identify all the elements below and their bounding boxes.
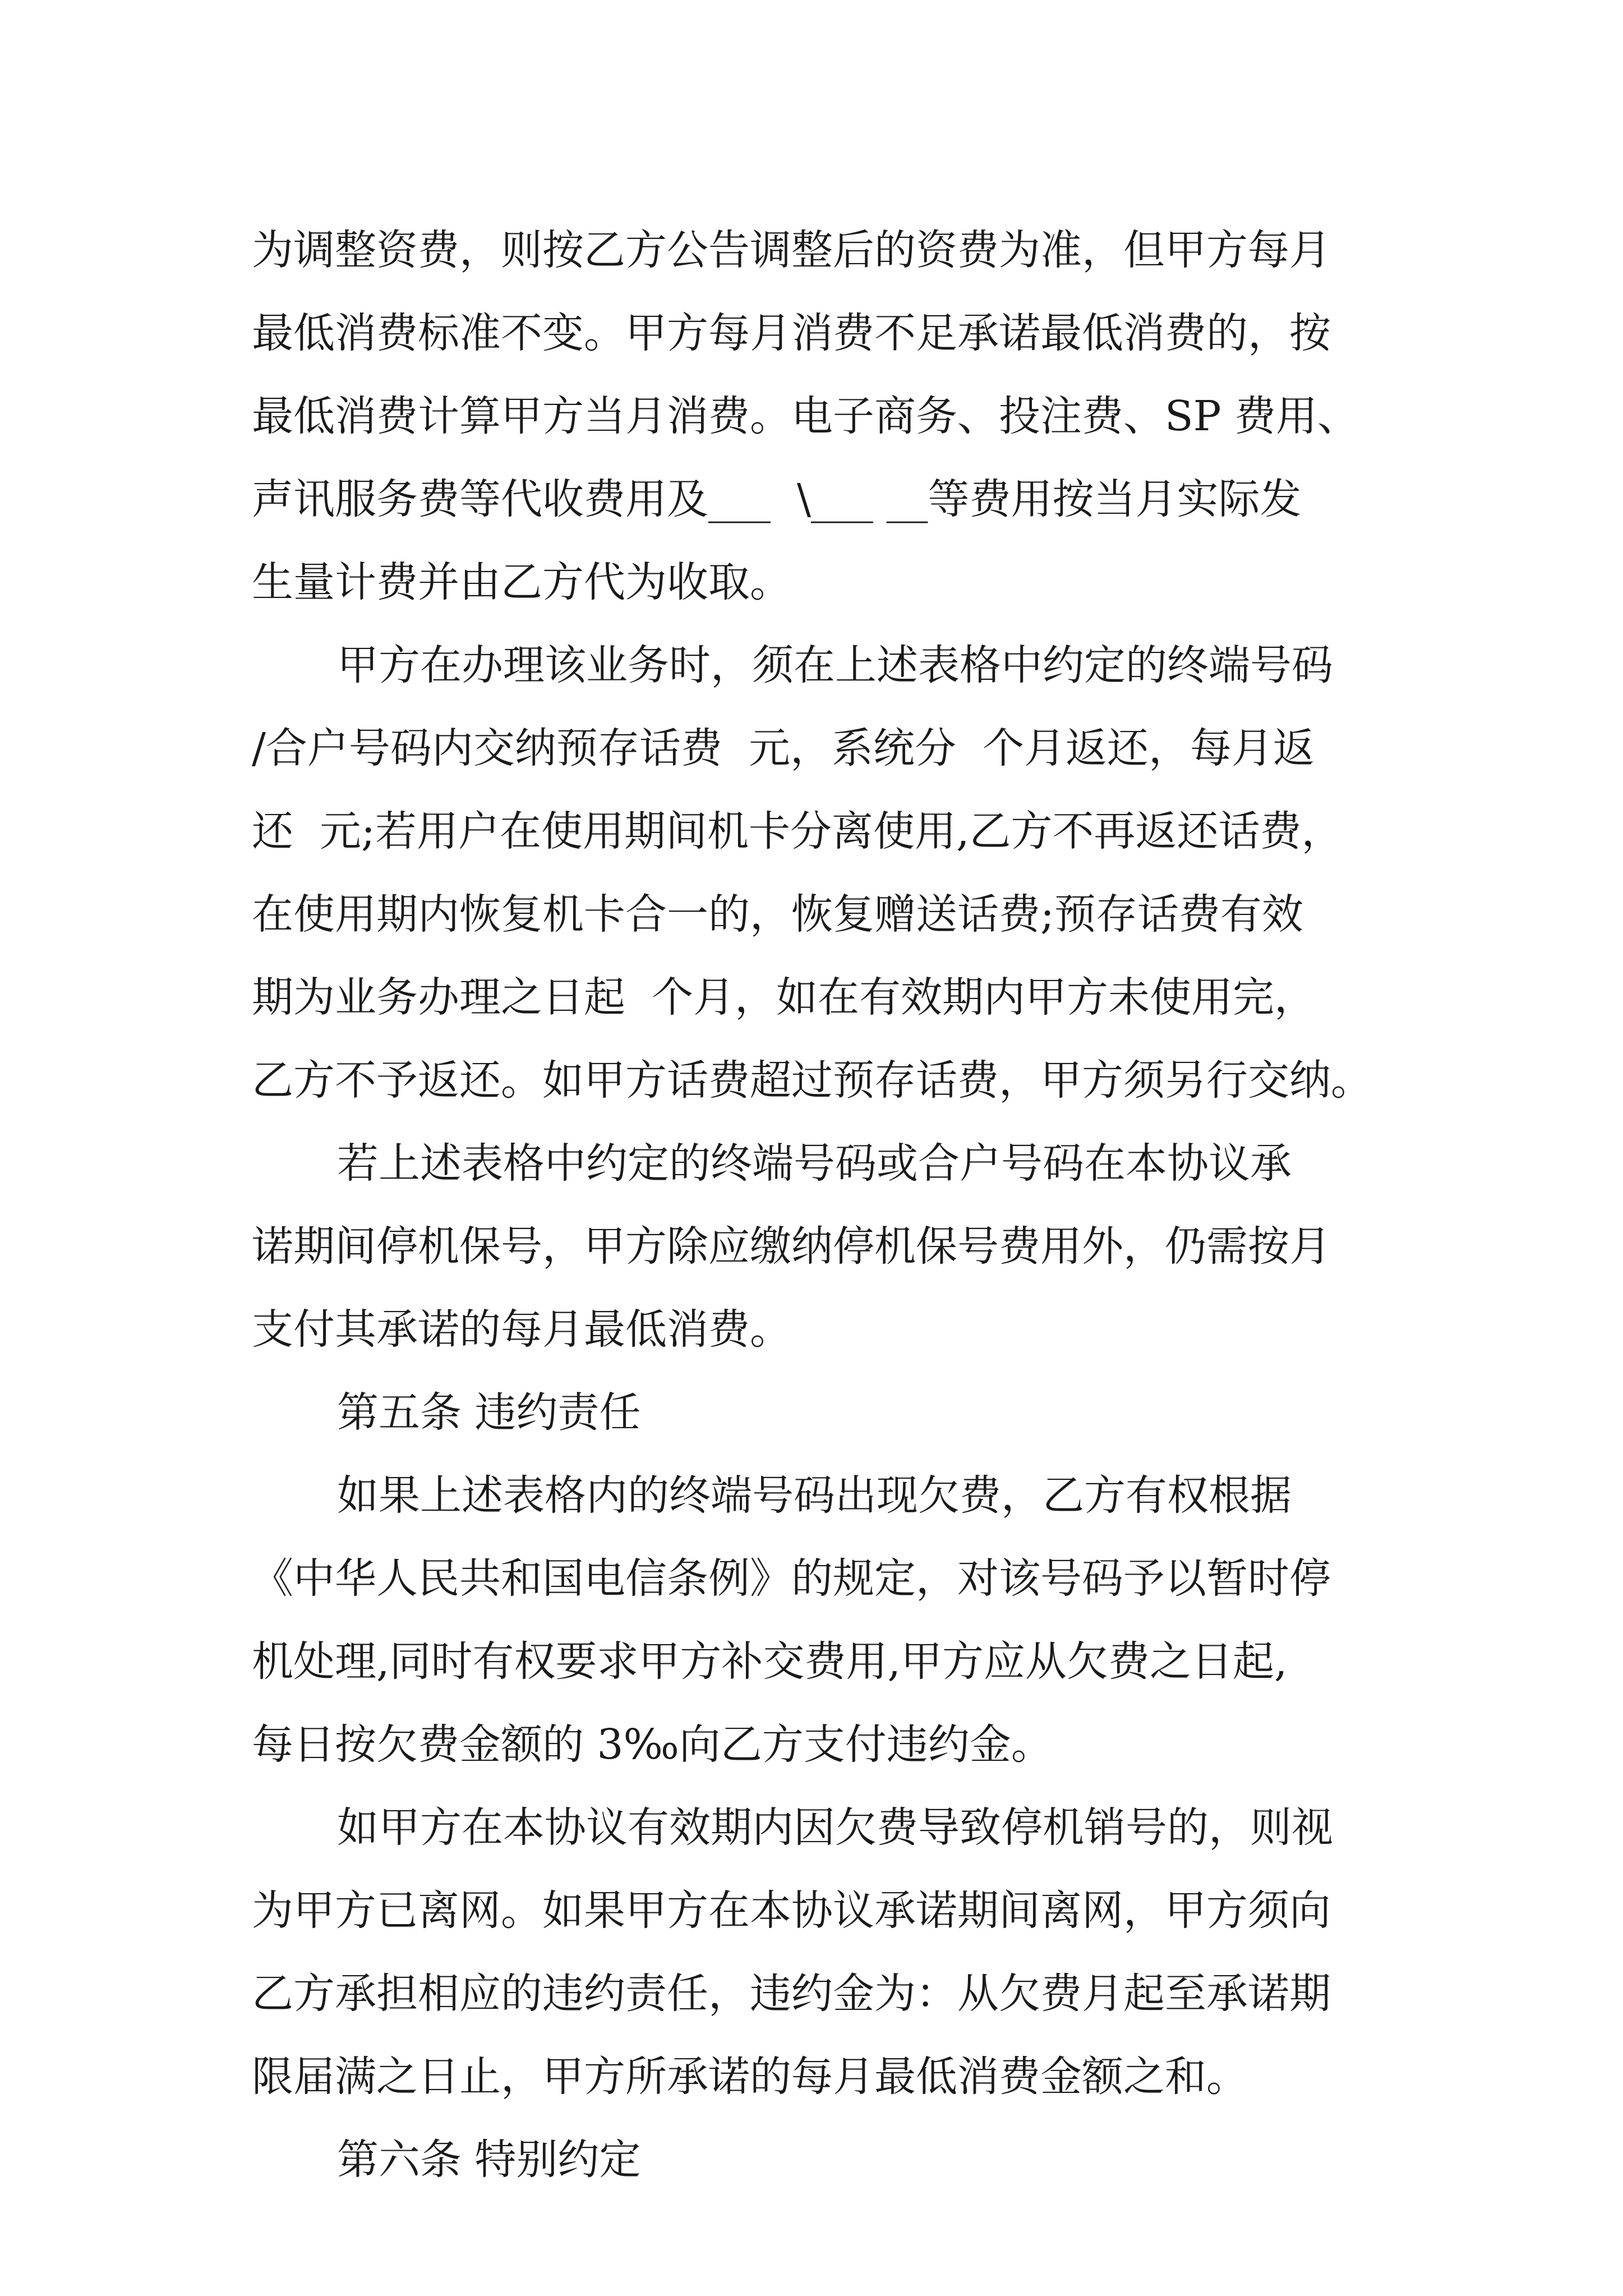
text-line: 诺期间停机保号，甲方除应缴纳停机保号费用外，仍需按月 bbox=[252, 1222, 1331, 1271]
document-body bbox=[252, 209, 1418, 2201]
text-line: 如甲方在本协议有效期内因欠费导致停机销号的，则视 bbox=[337, 1803, 1333, 1852]
text-line: 期为业务办理之日起 个月，如在有效期内甲方未使用完， bbox=[252, 973, 1316, 1022]
text-line: 最低消费标准不变。甲方每月消费不足承诺最低消费的，按 bbox=[252, 309, 1331, 357]
text-line: 为调整资费，则按乙方公告调整后的资费为准，但甲方每月 bbox=[252, 226, 1331, 274]
text-line: /合户号码内交纳预存话费 元，系统分 个月返还，每月返 bbox=[252, 724, 1315, 772]
text-line: 在使用期内恢复机卡合一的，恢复赠送话费;预存话费有效 bbox=[252, 890, 1303, 938]
text-line: 甲方在办理该业务时，须在上述表格中约定的终端号码 bbox=[337, 641, 1333, 689]
text-line: 支付其承诺的每月最低消费。 bbox=[252, 1305, 791, 1354]
text-line: 机处理,同时有权要求甲方补交费用,甲方应从欠费之日起, bbox=[252, 1637, 1288, 1686]
text-line: 如果上述表格内的终端号码出现欠费，乙方有权根据 bbox=[337, 1471, 1292, 1520]
text-line: 乙方不予返还。如甲方话费超过预存话费，甲方须另行交纳。 bbox=[252, 1056, 1372, 1105]
text-line: 第六条 特别约定 bbox=[337, 2136, 641, 2184]
text-line: 《中华人民共和国电信条例》的规定，对该号码予以暂时停 bbox=[252, 1554, 1331, 1603]
text-line: 还 元;若用户在使用期间机卡分离使用,乙方不再返还话费， bbox=[252, 807, 1343, 855]
text-line: 乙方承担相应的违约责任，违约金为：从欠费月起至承诺期 bbox=[252, 1970, 1331, 2018]
text-line: 每日按欠费金额的 3‰向乙方支付违约金。 bbox=[252, 1720, 1053, 1769]
text-line: 限届满之日止，甲方所承诺的每月最低消费金额之和。 bbox=[252, 2053, 1248, 2101]
text-line: 最低消费计算甲方当月消费。电子商务、投注费、SP 费用、 bbox=[252, 392, 1359, 440]
text-line: 声讯服务费等代收费用及___ \___ __等费用按当月实际发 bbox=[252, 475, 1302, 523]
text-line: 为甲方已离网。如果甲方在本协议承诺期间离网，甲方须向 bbox=[252, 1887, 1331, 1935]
text-line: 若上述表格中约定的终端号码或合户号码在本协议承 bbox=[337, 1139, 1292, 1188]
text-line: 生量计费并由乙方代为收取。 bbox=[252, 558, 791, 606]
text-line: 第五条 违约责任 bbox=[337, 1388, 641, 1437]
